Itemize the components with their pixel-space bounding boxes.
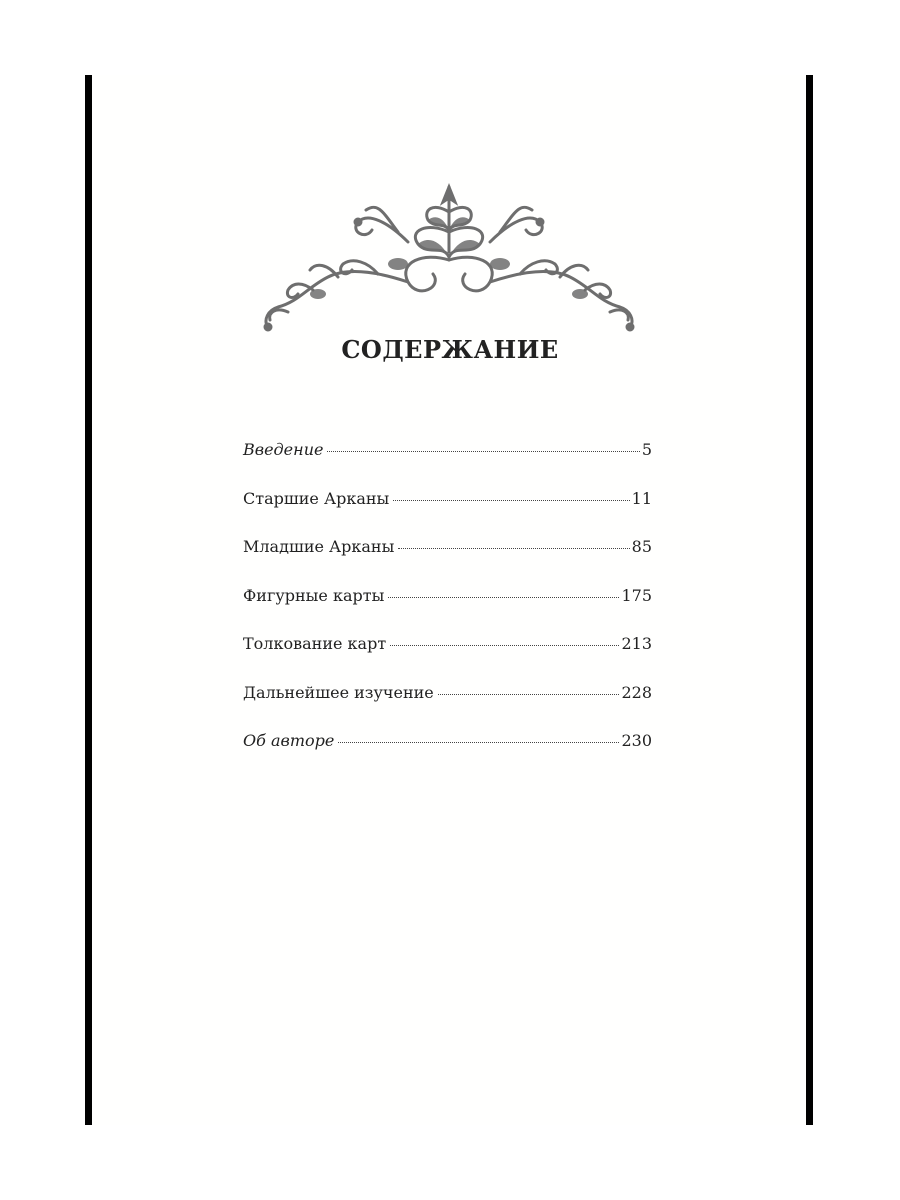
toc-entry[interactable] <box>243 731 652 780</box>
toc-entry-label: Дальнейшее изучение <box>243 682 434 702</box>
toc-entry[interactable] <box>243 634 652 683</box>
toc-leader-dots <box>438 694 620 695</box>
toc-entry-page: 230 <box>621 731 652 750</box>
toc-entry-page: 175 <box>621 585 652 605</box>
toc-entry-label: Младшие Арканы <box>243 537 395 556</box>
toc-entry[interactable] <box>243 489 652 538</box>
toc-entry-page: 11 <box>631 488 652 508</box>
toc-entry-page: 85 <box>631 537 652 556</box>
toc-entry[interactable] <box>243 586 652 635</box>
page-title: СОДЕРЖАНИЕ <box>341 335 559 364</box>
toc-leader-dots <box>338 742 619 743</box>
toc-entry[interactable] <box>243 440 652 489</box>
toc-leader-dots <box>327 451 639 452</box>
toc-entry[interactable] <box>243 683 652 732</box>
table-of-contents <box>243 440 652 780</box>
floral-flourish-icon <box>258 182 640 342</box>
toc-entry[interactable] <box>243 537 652 586</box>
toc-entry-page: 213 <box>621 634 652 653</box>
toc-leader-dots <box>388 597 619 598</box>
toc-leader-dots <box>393 500 629 501</box>
toc-leader-dots <box>398 548 629 549</box>
toc-entry-label: Введение <box>243 440 324 459</box>
toc-entry-label: Старшие Арканы <box>243 488 390 508</box>
page-edge-left <box>85 75 92 1125</box>
toc-leader-dots <box>390 645 619 646</box>
toc-entry-label: Толкование карт <box>243 634 387 653</box>
toc-entry-page: 228 <box>621 682 652 702</box>
page-edge-right <box>806 75 813 1125</box>
toc-entry-label: Фигурные карты <box>243 585 385 605</box>
toc-entry-label: Об авторе <box>243 731 335 750</box>
toc-entry-page: 5 <box>641 440 652 459</box>
